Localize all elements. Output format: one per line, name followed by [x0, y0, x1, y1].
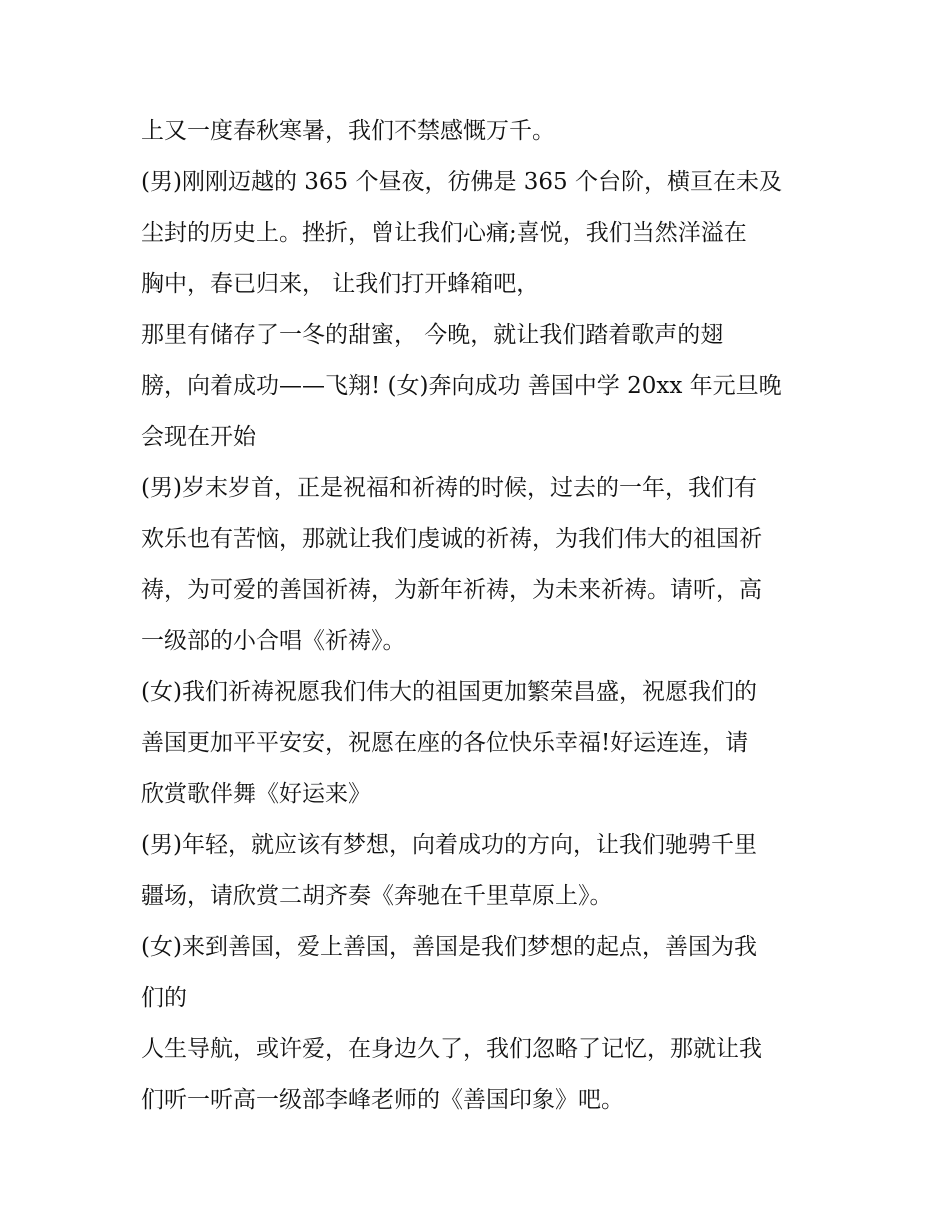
- text-line: 那里有储存了一冬的甜蜜， 今晚，就让我们踏着歌声的翅: [141, 322, 724, 348]
- text-line: 胸中，春已归来， 让我们打开蜂箱吧，: [141, 271, 540, 297]
- text-line: 疆场，请欣赏二胡齐奏《奔驰在千里草原上》。: [141, 883, 613, 909]
- text-line: 们听一听高一级部李峰老师的《善国印象》吧。: [141, 1087, 624, 1113]
- text-line: 欣赏歌伴舞《好运来》: [141, 781, 371, 807]
- text-line: 人生导航，或许爱，在身边久了，我们忽略了记忆，那就让我: [141, 1036, 762, 1062]
- text-line: (男)刚刚迈越的 365 个昼夜，彷佛是 365 个台阶，横亘在未及: [141, 169, 782, 195]
- text-line: 欢乐也有苦恼，那就让我们虔诚的祈祷，为我们伟大的祖国祈: [141, 526, 762, 552]
- document-body: [141, 106, 821, 1126]
- text-line: (女)我们祈祷祝愿我们伟大的祖国更加繁荣昌盛，祝愿我们的: [141, 679, 757, 705]
- text-line: 尘封的历史上。挫折，曾让我们心痛;喜悦，我们当然洋溢在: [141, 220, 747, 246]
- text-line: (男)年轻，就应该有梦想，向着成功的方向，让我们驰骋千里: [141, 832, 757, 858]
- text-line: (女)来到善国，爱上善国，善国是我们梦想的起点，善国为我: [141, 934, 757, 960]
- text-line: 膀，向着成功——飞翔! (女)奔向成功 善国中学 20xx 年元旦晚: [141, 373, 782, 399]
- text-line: 会现在开始: [141, 424, 256, 450]
- text-line: (男)岁末岁首，正是祝福和祈祷的时候，过去的一年，我们有: [141, 475, 757, 501]
- text-line: 们的: [141, 985, 187, 1011]
- text-line: 善国更加平平安安，祝愿在座的各位快乐幸福!好运连连，请: [141, 730, 749, 756]
- text-line: 祷，为可爱的善国祈祷，为新年祈祷，为未来祈祷。请听，高: [141, 577, 762, 603]
- text-line: 一级部的小合唱《祈祷》。: [141, 628, 406, 654]
- text-line: 上又一度春秋寒暑，我们不禁感慨万千。: [141, 118, 555, 144]
